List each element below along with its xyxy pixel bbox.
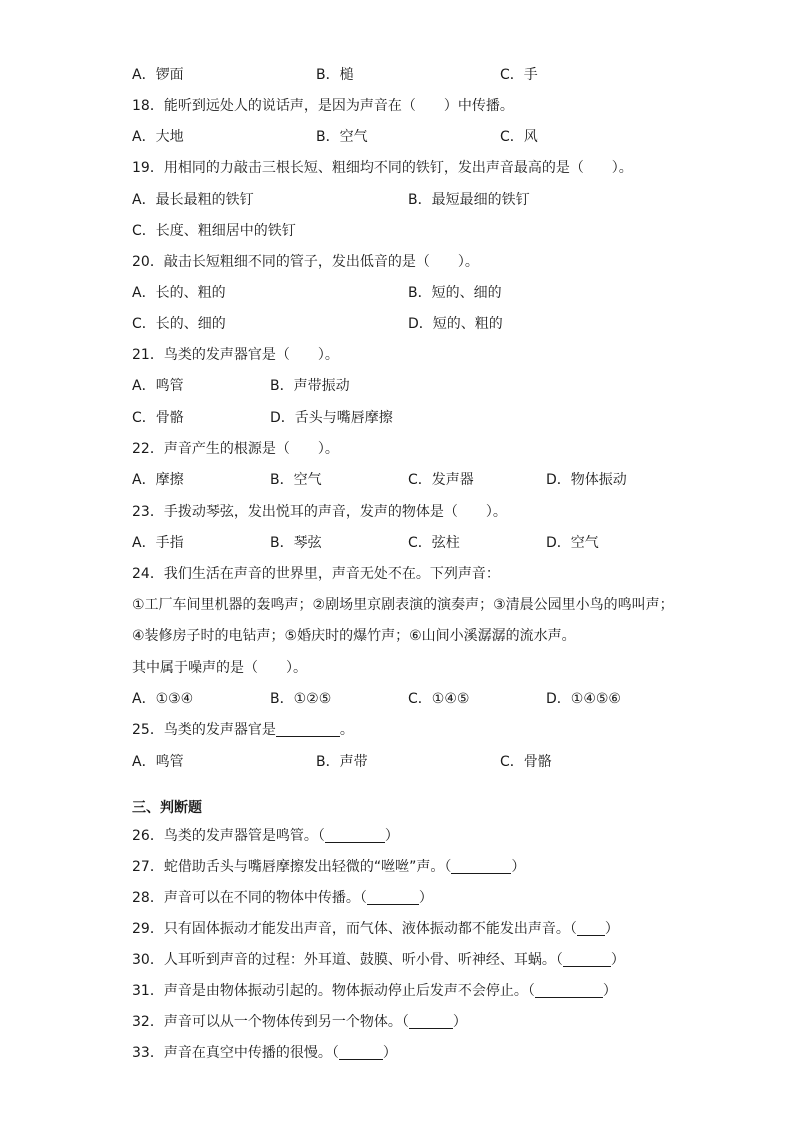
question-24-stem: 24．我们生活在声音的世界里，声音无处不在。下列声音：: [132, 566, 500, 582]
tf-question-26: 26．鸟类的发声器管是鸣管。（ ）: [132, 828, 399, 844]
question-18-stem: 18．能听到远处人的说话声，是因为声音在（ ）中传播。: [132, 98, 514, 114]
option-q25-b: B．声带: [316, 754, 368, 770]
option-q21-c: C．骨骼: [132, 410, 184, 426]
tf-question-29: 29．只有固体振动才能发出声音，而气体、液体振动都不能发出声音。（ ）: [132, 921, 619, 937]
option-q24-a: A．①③④: [132, 691, 194, 707]
question-20-stem: 20．敲击长短粗细不同的管子，发出低音的是（ ）。: [132, 254, 479, 270]
question-21-stem: 21．鸟类的发声器官是（ ）。: [132, 347, 339, 363]
option-q22-d: D．物体振动: [546, 472, 627, 488]
option-q21-a: A．鸣管: [132, 378, 184, 394]
option-q23-c: C．弦柱: [408, 535, 460, 551]
option-q20-a: A．长的、粗的: [132, 285, 226, 301]
question-24-list-line-1: ①工厂车间里机器的轰鸣声；②剧场里京剧表演的演奏声；③清晨公园里小鸟的鸣叫声；: [132, 597, 674, 613]
answer-blank[interactable]: [367, 890, 419, 905]
answer-blank[interactable]: [451, 859, 511, 874]
tf-question-31: 31．声音是由物体振动引起的。物体振动停止后发声不会停止。（ ）: [132, 983, 617, 999]
tf-question-33: 33．声音在真空中传播的很慢。（ ）: [132, 1045, 397, 1061]
option-q18-a: A．大地: [132, 129, 184, 145]
answer-blank[interactable]: [325, 828, 385, 843]
option-q23-d: D．空气: [546, 535, 599, 551]
question-24-list-line-2: ④装修房子时的电钻声；⑤婚庆时的爆竹声；⑥山间小溪潺潺的流水声。: [132, 628, 576, 644]
answer-blank[interactable]: [577, 921, 605, 936]
tf-question-30: 30．人耳听到声音的过程：外耳道、鼓膜、听小骨、听神经、耳蜗。（ ）: [132, 952, 625, 968]
section-title-judgment: 三、判断题: [132, 800, 202, 816]
answer-blank[interactable]: [276, 722, 340, 737]
option-q21-b: B．声带振动: [270, 378, 350, 394]
answer-blank[interactable]: [535, 983, 603, 998]
option-q17-a: A．锣面: [132, 67, 184, 83]
option-q20-d: D．短的、粗的: [408, 316, 503, 332]
option-q24-c: C．①④⑤: [408, 691, 470, 707]
option-q20-b: B．短的、细的: [408, 285, 502, 301]
option-q21-d: D．舌头与嘴唇摩擦: [270, 410, 393, 426]
option-q22-b: B．空气: [270, 472, 322, 488]
question-19-stem: 19．用相同的力敲击三根长短、粗细均不同的铁钉，发出声音最高的是（ ）。: [132, 160, 633, 176]
question-24-question: 其中属于噪声的是（ ）。: [132, 660, 307, 676]
option-q17-c: C．手: [500, 67, 538, 83]
question-22-stem: 22．声音产生的根源是（ ）。: [132, 441, 339, 457]
option-q20-c: C．长的、细的: [132, 316, 226, 332]
question-23-stem: 23．手拨动琴弦，发出悦耳的声音，发声的物体是（ ）。: [132, 504, 507, 520]
option-q25-a: A．鸣管: [132, 754, 184, 770]
answer-blank[interactable]: [339, 1045, 383, 1060]
question-25-stem: 25．鸟类的发声器官是 。: [132, 722, 354, 738]
option-q19-a: A．最长最粗的铁钉: [132, 192, 254, 208]
option-q19-b: B．最短最细的铁钉: [408, 192, 530, 208]
option-q24-d: D．①④⑤⑥: [546, 691, 621, 707]
tf-question-28: 28．声音可以在不同的物体中传播。（ ）: [132, 890, 433, 906]
tf-question-27: 27．蛇借助舌头与嘴唇摩擦发出轻微的“咝咝”声。（ ）: [132, 859, 526, 875]
tf-question-32: 32．声音可以从一个物体传到另一个物体。（ ）: [132, 1014, 467, 1030]
answer-blank[interactable]: [409, 1014, 453, 1029]
option-q18-b: B．空气: [316, 129, 368, 145]
option-q17-b: B．槌: [316, 67, 354, 83]
option-q23-b: B．琴弦: [270, 535, 322, 551]
option-q23-a: A．手指: [132, 535, 184, 551]
option-q19-c: C．长度、粗细居中的铁钉: [132, 223, 296, 239]
answer-blank[interactable]: [563, 952, 611, 967]
option-q22-c: C．发声器: [408, 472, 474, 488]
option-q25-c: C．骨骼: [500, 754, 552, 770]
option-q18-c: C．风: [500, 129, 538, 145]
option-q22-a: A．摩擦: [132, 472, 184, 488]
option-q24-b: B．①②⑤: [270, 691, 332, 707]
